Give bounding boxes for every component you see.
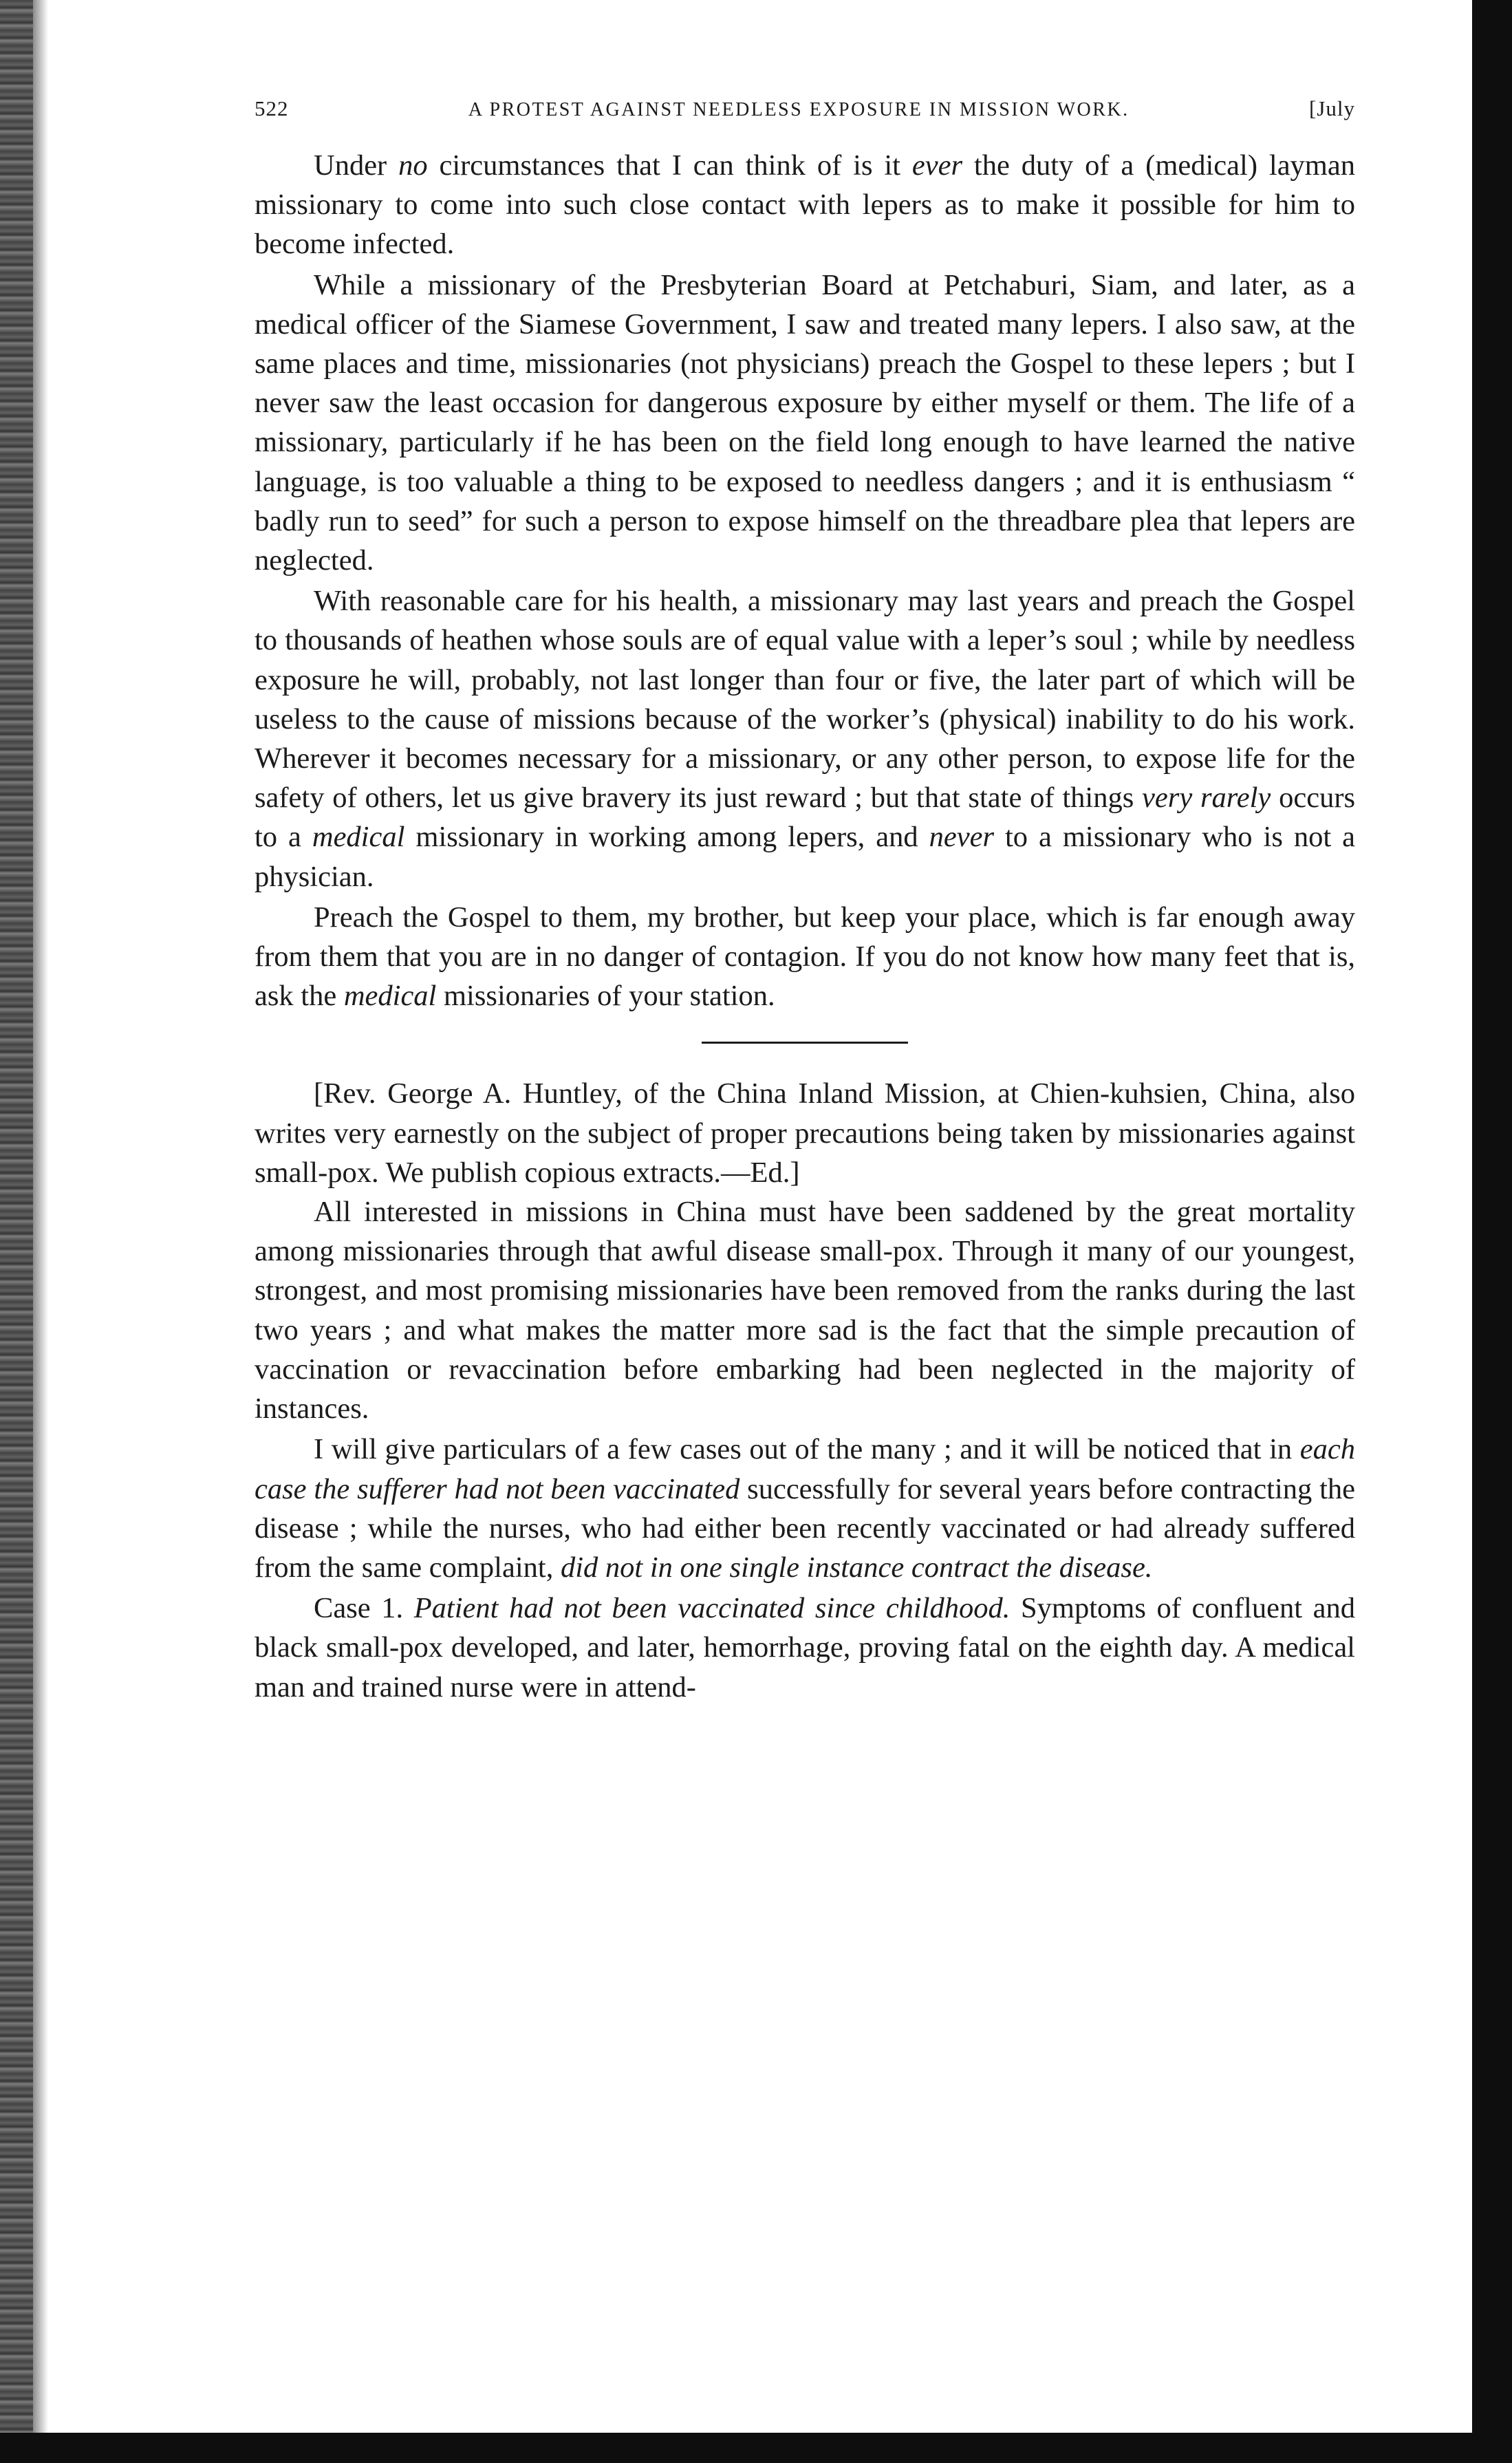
paragraph-4-italic-medical: medical <box>343 980 437 1013</box>
paragraph-1-text-c: the duty of a (medical) layman missionary to come into such close contact with lepers as to make it possible for him to become infected. <box>255 149 1355 261</box>
paragraph-3-text-b: occurs to a <box>255 782 1356 854</box>
second-paragraph-1: All interested in missions in China must have been saddened by the great mortality among missionaries through that awful disease small-pox. Through it many of our youngest, strongest, and most promising missionaries have been removed from the ranks during the last two years ; and what makes the matter more sad is the fact that the simple precaution of vaccination or revaccination before embarking had been neglected in the majority of instances. <box>255 1196 1355 1426</box>
paragraph-1-italic-no: no <box>398 149 428 182</box>
paragraph-4-text-b: missionaries of your station. <box>436 980 775 1013</box>
second-paragraph-2-italic-a: each case the sufferer had not been vaccinated <box>255 1433 1355 1505</box>
second-paragraph-2-italic-b: did not in one single instance contract the disease. <box>560 1551 1153 1584</box>
paragraph-1-text-a: Under <box>314 149 399 182</box>
paragraph-4-text-a: Preach the Gospel to them, my brother, but keep your place, which is far enough away from them that you are in no danger of contagion. If you do not know how many feet that is, ask the <box>255 901 1355 1013</box>
paragraph-4 <box>255 898 1355 1016</box>
paragraph-3-italic-never: never <box>929 821 995 854</box>
scan-bottom-border <box>0 2433 1512 2463</box>
paragraph-3-text-c: missionary in working among lepers, and <box>404 821 929 854</box>
paragraph-3 <box>255 581 1355 896</box>
paragraph-3-text-d: to a missionary who is not a physician. <box>255 821 1355 893</box>
paragraph-2: While a missionary of the Presbyterian Board at Petchaburi, Siam, and later, as a medical officer of the Siamese Government, I saw and treated many lepers. I also saw, at the same places and time, missionaries (not physicians) preach the Gospel to these lepers ; but I never saw the least occasion for dangerous exposure by either myself or them. The life of a missionary, particularly if he has been on the field long enough to have learned the native language, is too valuable a thing to be exposed to needless dangers ; and it is enthusiasm “ badly run to seed” for such a person to expose himself on the threadbare plea that lepers are neglected. <box>255 268 1355 577</box>
second-paragraph-2 <box>255 1430 1355 1587</box>
case-1-label: Case 1. <box>314 1592 414 1625</box>
scan-binding-edge <box>0 0 33 2463</box>
running-head <box>255 96 1355 146</box>
paragraph-1 <box>255 146 1355 264</box>
paragraph-1-text-b: circumstances that I can think of is it <box>427 149 912 182</box>
paragraph-3-italic-very-rarely: very rarely <box>1142 782 1271 815</box>
running-month: [July <box>1308 96 1355 120</box>
book-page <box>255 96 1355 1707</box>
editor-note <box>255 1074 1355 1192</box>
section-divider-rule <box>702 1042 908 1044</box>
editor-note-text: [Rev. George A. Huntley, of the China Inland Mission, at Chien-kuhsien, China, also writes very earnestly on the subject of proper precautions being taken by missionaries against small-pox. We publish copious extracts.—Ed.] <box>255 1077 1355 1189</box>
case-1-italic: Patient had not been vaccinated since childhood. <box>413 1592 1011 1625</box>
article-body <box>255 146 1355 1707</box>
paragraph-1-italic-ever: ever <box>911 149 963 182</box>
case-1-paragraph <box>255 1589 1355 1707</box>
scan-binding-shadow <box>33 0 48 2463</box>
case-1-text: Symptoms of confluent and black small-pox developed, and later, hemorrhage, proving fatal on the eighth day. A medical man and trained nurse were in attend- <box>255 1592 1355 1703</box>
second-paragraph-2-text-b: successfully for several years before contracting the disease ; while the nurses, who had either been recently vaccinated or had already suffered from the same complaint, <box>255 1472 1355 1584</box>
page-number: 522 <box>255 96 289 120</box>
paragraph-3-italic-medical: medical <box>312 821 405 854</box>
second-paragraph-2-text-a: I will give particulars of a few cases out of the many ; and it will be noticed that in <box>314 1433 1300 1466</box>
paragraph-3-text-a: With reasonable care for his health, a missionary may last years and preach the Gospel to thousands of heathen whose souls are of equal value with a leper’s soul ; while by needless exposure he will, probably, not last longer than four or five, the later part of which will be useless to the cause of missions because of the worker’s (physical) inability to do his work. Wherever it becomes necessary for a missionary, or any other person, to expose life for the safety of others, let us give bravery its just reward ; but that state of things <box>255 585 1355 815</box>
running-title: A PROTEST AGAINST NEEDLESS EXPOSURE IN MISSION WORK. <box>468 99 1130 120</box>
scan-right-border <box>1472 0 1512 2463</box>
